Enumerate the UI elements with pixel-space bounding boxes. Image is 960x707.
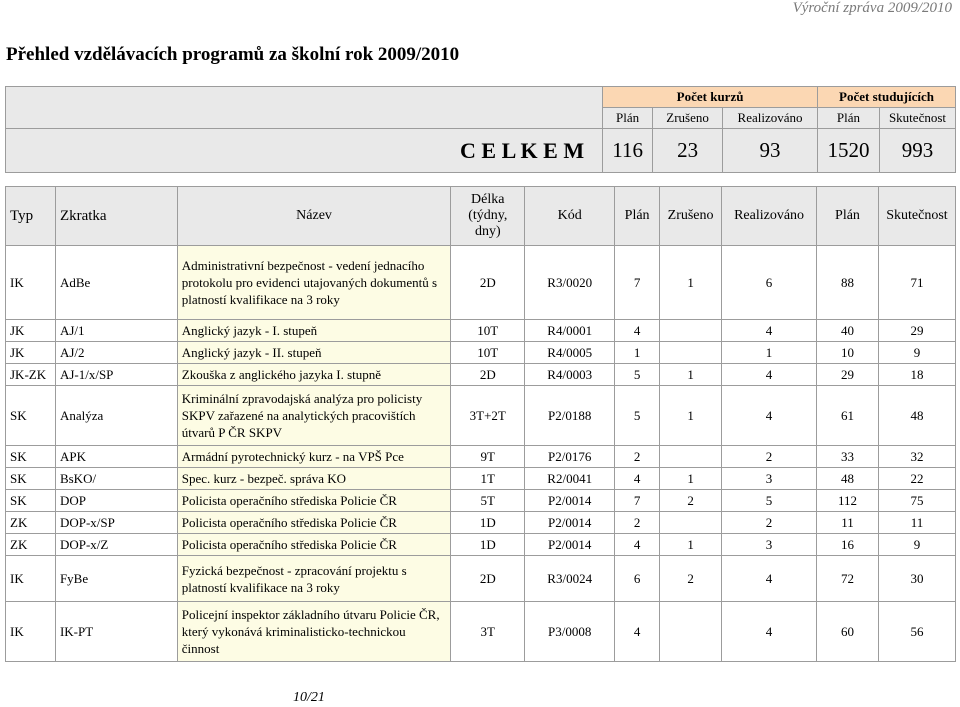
table-row: [6, 364, 956, 386]
table-row: [6, 490, 956, 512]
row-skutecnost: 11: [878, 512, 955, 534]
row-realizovano: 4: [722, 386, 817, 446]
summary-blank-cell: [6, 87, 603, 129]
row-nazev: Armádní pyrotechnický kurz - na VPŠ Pce: [177, 446, 451, 468]
row-plan-students: 10: [817, 342, 879, 364]
row-plan-students: 11: [817, 512, 879, 534]
row-typ: SK: [6, 386, 56, 446]
row-skutecnost: 56: [878, 602, 955, 662]
row-skutecnost: 32: [878, 446, 955, 468]
row-zruseno: 1: [660, 246, 722, 320]
table-row: [6, 386, 956, 446]
row-delka: 2D: [451, 364, 525, 386]
row-plan-students: 88: [817, 246, 879, 320]
row-plan: 1: [615, 342, 660, 364]
row-typ: ZK: [6, 534, 56, 556]
row-zruseno: [660, 342, 722, 364]
row-nazev: Policista operačního střediska Policie ČR: [177, 512, 451, 534]
row-plan: 2: [615, 512, 660, 534]
row-zruseno: 1: [660, 534, 722, 556]
table-row: [6, 512, 956, 534]
row-zkratka: APK: [55, 446, 177, 468]
programs-header-row: [6, 187, 956, 246]
row-plan-students: 60: [817, 602, 879, 662]
header-realizovano: Realizováno: [722, 187, 817, 246]
row-skutecnost: 71: [878, 246, 955, 320]
row-skutecnost: 22: [878, 468, 955, 490]
row-nazev: Policista operačního střediska Policie ČR: [177, 534, 451, 556]
row-typ: ZK: [6, 512, 56, 534]
row-realizovano: 1: [722, 342, 817, 364]
sub-header-zruseno: Zrušeno: [653, 108, 723, 129]
row-typ: IK: [6, 556, 56, 602]
table-row: [6, 468, 956, 490]
row-nazev: Administrativní bezpečnost - vedení jednacího protokolu pro evidenci utajovaných dokumentů s platností kvalifikace na 3 roky: [177, 246, 451, 320]
row-plan-students: 48: [817, 468, 879, 490]
row-skutecnost: 30: [878, 556, 955, 602]
row-zkratka: DOP: [55, 490, 177, 512]
row-delka: 1D: [451, 534, 525, 556]
row-delka: 3T: [451, 602, 525, 662]
total-plan-students: 1520: [818, 129, 880, 173]
row-plan: 4: [615, 468, 660, 490]
header-nazev: Název: [177, 187, 451, 246]
header-zruseno: Zrušeno: [660, 187, 722, 246]
row-realizovano: 2: [722, 512, 817, 534]
row-realizovano: 5: [722, 490, 817, 512]
header-plan-students: Plán: [817, 187, 879, 246]
row-delka: 10T: [451, 320, 525, 342]
row-plan: 4: [615, 320, 660, 342]
row-plan-students: 16: [817, 534, 879, 556]
row-realizovano: 3: [722, 468, 817, 490]
row-plan: 4: [615, 602, 660, 662]
row-zkratka: AJ/2: [55, 342, 177, 364]
row-typ: IK: [6, 602, 56, 662]
row-delka: 3T+2T: [451, 386, 525, 446]
row-typ: SK: [6, 468, 56, 490]
summary-table: [5, 86, 956, 173]
table-row: [6, 534, 956, 556]
row-nazev: Fyzická bezpečnost - zpracování projektu s platností kvalifikace na 3 roky: [177, 556, 451, 602]
row-zruseno: [660, 512, 722, 534]
table-row: [6, 446, 956, 468]
row-nazev: Policejní inspektor základního útvaru Policie ČR, který vykonává kriminalisticko-technickou činnost: [177, 602, 451, 662]
row-plan-students: 40: [817, 320, 879, 342]
row-nazev: Kriminální zpravodajská analýza pro policisty SKPV zařazené na analytických pracovištích útvarů P ČR SKPV: [177, 386, 451, 446]
row-skutecnost: 18: [878, 364, 955, 386]
row-plan: 5: [615, 386, 660, 446]
row-kod: P3/0008: [525, 602, 615, 662]
total-plan: 116: [603, 129, 653, 173]
row-skutecnost: 29: [878, 320, 955, 342]
row-delka: 1D: [451, 512, 525, 534]
row-skutecnost: 9: [878, 534, 955, 556]
row-kod: P2/0188: [525, 386, 615, 446]
header-zkratka: Zkratka: [55, 187, 177, 246]
report-header: Výroční zpráva 2009/2010: [792, 0, 952, 16]
row-nazev: Spec. kurz - bezpeč. správa KO: [177, 468, 451, 490]
row-kod: P2/0176: [525, 446, 615, 468]
row-kod: P2/0014: [525, 512, 615, 534]
row-typ: JK: [6, 342, 56, 364]
row-delka: 1T: [451, 468, 525, 490]
row-skutecnost: 75: [878, 490, 955, 512]
row-zkratka: AJ-1/x/SP: [55, 364, 177, 386]
row-delka: 2D: [451, 246, 525, 320]
row-nazev: Zkouška z anglického jazyka I. stupně: [177, 364, 451, 386]
row-plan-students: 72: [817, 556, 879, 602]
row-typ: JK: [6, 320, 56, 342]
row-plan: 7: [615, 246, 660, 320]
programs-table: [5, 186, 956, 662]
row-zruseno: 1: [660, 386, 722, 446]
row-zruseno: 1: [660, 364, 722, 386]
row-plan: 6: [615, 556, 660, 602]
row-zkratka: DOP-x/SP: [55, 512, 177, 534]
header-skutecnost: Skutečnost: [878, 187, 955, 246]
row-realizovano: 4: [722, 556, 817, 602]
row-zkratka: FyBe: [55, 556, 177, 602]
row-zkratka: AJ/1: [55, 320, 177, 342]
row-kod: R4/0003: [525, 364, 615, 386]
row-realizovano: 4: [722, 364, 817, 386]
row-zruseno: 2: [660, 556, 722, 602]
total-realizovano: 93: [723, 129, 818, 173]
sub-header-realizovano: Realizováno: [723, 108, 818, 129]
row-typ: IK: [6, 246, 56, 320]
group-courses-header: Počet kurzů: [603, 87, 818, 108]
header-typ: Typ: [6, 187, 56, 246]
group-students-header: Počet studujících: [818, 87, 956, 108]
row-realizovano: 6: [722, 246, 817, 320]
row-plan-students: 33: [817, 446, 879, 468]
header-delka: Délka (týdny, dny): [451, 187, 525, 246]
row-zkratka: Analýza: [55, 386, 177, 446]
row-realizovano: 2: [722, 446, 817, 468]
row-nazev: Policista operačního střediska Policie ČR: [177, 490, 451, 512]
row-plan-students: 29: [817, 364, 879, 386]
row-realizovano: 4: [722, 602, 817, 662]
row-zruseno: 2: [660, 490, 722, 512]
row-plan: 7: [615, 490, 660, 512]
header-plan: Plán: [615, 187, 660, 246]
page-number: 10/21: [293, 690, 325, 705]
row-delka: 2D: [451, 556, 525, 602]
table-row: [6, 602, 956, 662]
page-title: Přehled vzdělávacích programů za školní rok 2009/2010: [6, 44, 460, 65]
total-label: C E L K E M: [6, 129, 603, 173]
row-typ: JK-ZK: [6, 364, 56, 386]
row-zruseno: 1: [660, 468, 722, 490]
row-nazev: Anglický jazyk - I. stupeň: [177, 320, 451, 342]
row-realizovano: 4: [722, 320, 817, 342]
row-plan-students: 61: [817, 386, 879, 446]
row-nazev: Anglický jazyk - II. stupeň: [177, 342, 451, 364]
row-zkratka: AdBe: [55, 246, 177, 320]
total-zruseno: 23: [653, 129, 723, 173]
row-plan: 5: [615, 364, 660, 386]
row-zruseno: [660, 446, 722, 468]
row-zkratka: DOP-x/Z: [55, 534, 177, 556]
row-typ: SK: [6, 446, 56, 468]
row-delka: 9T: [451, 446, 525, 468]
header-kod: Kód: [525, 187, 615, 246]
row-delka: 10T: [451, 342, 525, 364]
row-kod: R3/0024: [525, 556, 615, 602]
row-zruseno: [660, 320, 722, 342]
row-kod: P2/0014: [525, 490, 615, 512]
table-row: [6, 246, 956, 320]
row-skutecnost: 48: [878, 386, 955, 446]
row-plan-students: 112: [817, 490, 879, 512]
sub-header-skutecnost: Skutečnost: [879, 108, 955, 129]
row-kod: P2/0014: [525, 534, 615, 556]
row-plan: 4: [615, 534, 660, 556]
table-row: [6, 556, 956, 602]
table-row: [6, 342, 956, 364]
row-kod: R4/0005: [525, 342, 615, 364]
sub-header-plan-students: Plán: [818, 108, 880, 129]
row-zkratka: IK-PT: [55, 602, 177, 662]
row-kod: R3/0020: [525, 246, 615, 320]
row-realizovano: 3: [722, 534, 817, 556]
row-kod: R4/0001: [525, 320, 615, 342]
row-zkratka: BsKO/: [55, 468, 177, 490]
row-delka: 5T: [451, 490, 525, 512]
total-skutecnost: 993: [879, 129, 955, 173]
row-plan: 2: [615, 446, 660, 468]
row-kod: R2/0041: [525, 468, 615, 490]
table-row: [6, 320, 956, 342]
sub-header-plan: Plán: [603, 108, 653, 129]
row-typ: SK: [6, 490, 56, 512]
row-skutecnost: 9: [878, 342, 955, 364]
row-zruseno: [660, 602, 722, 662]
